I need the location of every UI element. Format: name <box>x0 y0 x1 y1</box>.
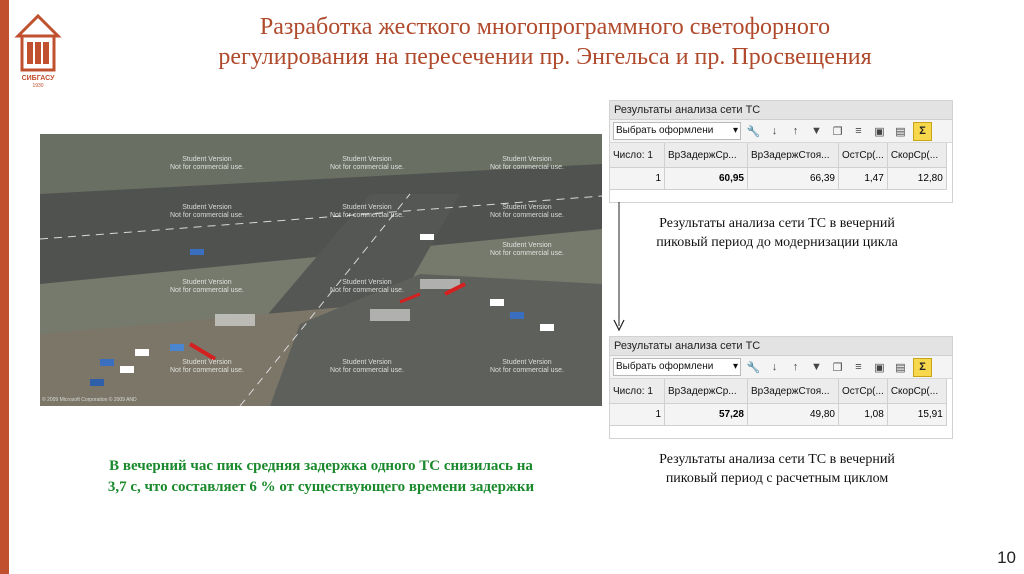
svg-text:СИБГАСУ: СИБГАСУ <box>21 75 55 82</box>
slide-title <box>130 12 960 72</box>
results-panel-before <box>609 100 953 203</box>
sort-za-icon[interactable]: ↑ <box>792 361 799 373</box>
table-cell[interactable]: 60,95 <box>665 168 748 190</box>
intersection-simulation-image <box>40 134 602 406</box>
caption-before: Результаты анализа сети ТС в вечерний пиковый период до модернизации цикла <box>656 216 898 250</box>
arrow-down-icon <box>612 202 626 334</box>
conclusion-text: В вечерний час пик средняя задержка одного ТС снизилась на 3,7 с, что составляет 6 % от существующего времени задержки <box>107 458 535 495</box>
format-select[interactable]: Выбрать оформлени ▾ <box>613 358 741 376</box>
table-row <box>610 404 946 426</box>
page-number: 10 <box>997 548 1016 567</box>
results-panel-after <box>609 336 953 439</box>
column-header[interactable]: ОстСр(... <box>839 143 888 168</box>
table-cell[interactable]: 1,47 <box>839 168 888 190</box>
watermark: Student Version Not for commercial use. <box>330 279 404 294</box>
column-header[interactable]: СкорСр(... <box>887 143 946 168</box>
results-table <box>610 379 947 426</box>
map-credit: © 2009 Microsoft Corporation © 2009 AND <box>42 397 137 403</box>
column-header[interactable]: Число: 1 <box>610 143 665 168</box>
results-table <box>610 143 947 190</box>
table-cell[interactable]: 57,28 <box>665 404 748 426</box>
column-header[interactable]: ВрЗадержСтоя... <box>748 143 839 168</box>
table-header-row <box>610 143 946 168</box>
watermark: Student Version Not for commercial use. <box>330 204 404 219</box>
save-icon[interactable]: ▣ <box>874 125 885 138</box>
watermark: Student Version Not for commercial use. <box>330 156 404 171</box>
column-header[interactable]: ВрЗадержСтоя... <box>748 379 839 404</box>
slide-title-line2: регулирования на пересечении пр. Энгельса и пр. Просвещения <box>218 44 872 70</box>
table-cell[interactable]: 1 <box>610 404 665 426</box>
slide-title-line1: Разработка жесткого многопрограммного светофорного <box>259 14 831 40</box>
wrench-icon[interactable]: 🔧 <box>746 125 761 138</box>
sort-za-icon[interactable]: ↑ <box>792 125 799 137</box>
save-as-icon[interactable]: ▤ <box>895 361 906 374</box>
accent-sidebar <box>0 0 9 574</box>
wrench-icon[interactable]: 🔧 <box>746 361 761 374</box>
svg-text:1930: 1930 <box>32 83 44 88</box>
watermark: Student Version Not for commercial use. <box>170 156 244 171</box>
panel-toolbar <box>610 356 952 379</box>
watermark: Student Version Not for commercial use. <box>490 204 564 219</box>
sort-az-icon[interactable]: ↓ <box>771 125 778 137</box>
watermark: Student Version Not for commercial use. <box>330 359 404 374</box>
table-cell[interactable]: 12,80 <box>887 168 946 190</box>
caption-after: Результаты анализа сети ТС в вечерний пиковый период с расчетным циклом <box>659 452 895 486</box>
watermark: Student Version Not for commercial use. <box>170 204 244 219</box>
sum-icon[interactable]: Σ <box>913 358 932 377</box>
watermark: Student Version Not for commercial use. <box>170 359 244 374</box>
column-header[interactable]: ОстСр(... <box>839 379 888 404</box>
table-cell[interactable]: 49,80 <box>748 404 839 426</box>
table-cell[interactable]: 15,91 <box>887 404 946 426</box>
filter-icon[interactable]: ▼ <box>811 125 822 137</box>
panel-title: Результаты анализа сети ТС <box>610 101 952 120</box>
sort-az-icon[interactable]: ↓ <box>771 361 778 373</box>
filter-icon[interactable]: ▼ <box>811 361 822 373</box>
watermark: Student Version Not for commercial use. <box>170 279 244 294</box>
table-row <box>610 168 946 190</box>
watermark: Student Version Not for commercial use. <box>490 156 564 171</box>
chevron-down-icon: ▾ <box>732 125 738 136</box>
save-icon[interactable]: ▣ <box>874 361 885 374</box>
watermark: Student Version Not for commercial use. <box>490 359 564 374</box>
panel-title: Результаты анализа сети ТС <box>610 337 952 356</box>
table-cell[interactable]: 1,08 <box>839 404 888 426</box>
database-icon[interactable]: ≡ <box>855 125 862 137</box>
copy-icon[interactable]: ❐ <box>832 125 843 138</box>
university-logo <box>14 8 62 88</box>
sum-icon[interactable]: Σ <box>913 122 932 141</box>
column-header[interactable]: ВрЗадержСр... <box>665 379 748 404</box>
database-icon[interactable]: ≡ <box>855 361 862 373</box>
copy-icon[interactable]: ❐ <box>832 361 843 374</box>
table-cell[interactable]: 1 <box>610 168 665 190</box>
format-select[interactable]: Выбрать оформлени ▾ <box>613 122 741 140</box>
save-as-icon[interactable]: ▤ <box>895 125 906 138</box>
watermark: Student Version Not for commercial use. <box>490 242 564 257</box>
column-header[interactable]: ВрЗадержСр... <box>665 143 748 168</box>
column-header[interactable]: Число: 1 <box>610 379 665 404</box>
panel-toolbar <box>610 120 952 143</box>
chevron-down-icon: ▾ <box>732 361 738 372</box>
table-header-row <box>610 379 946 404</box>
column-header[interactable]: СкорСр(... <box>887 379 946 404</box>
table-cell[interactable]: 66,39 <box>748 168 839 190</box>
